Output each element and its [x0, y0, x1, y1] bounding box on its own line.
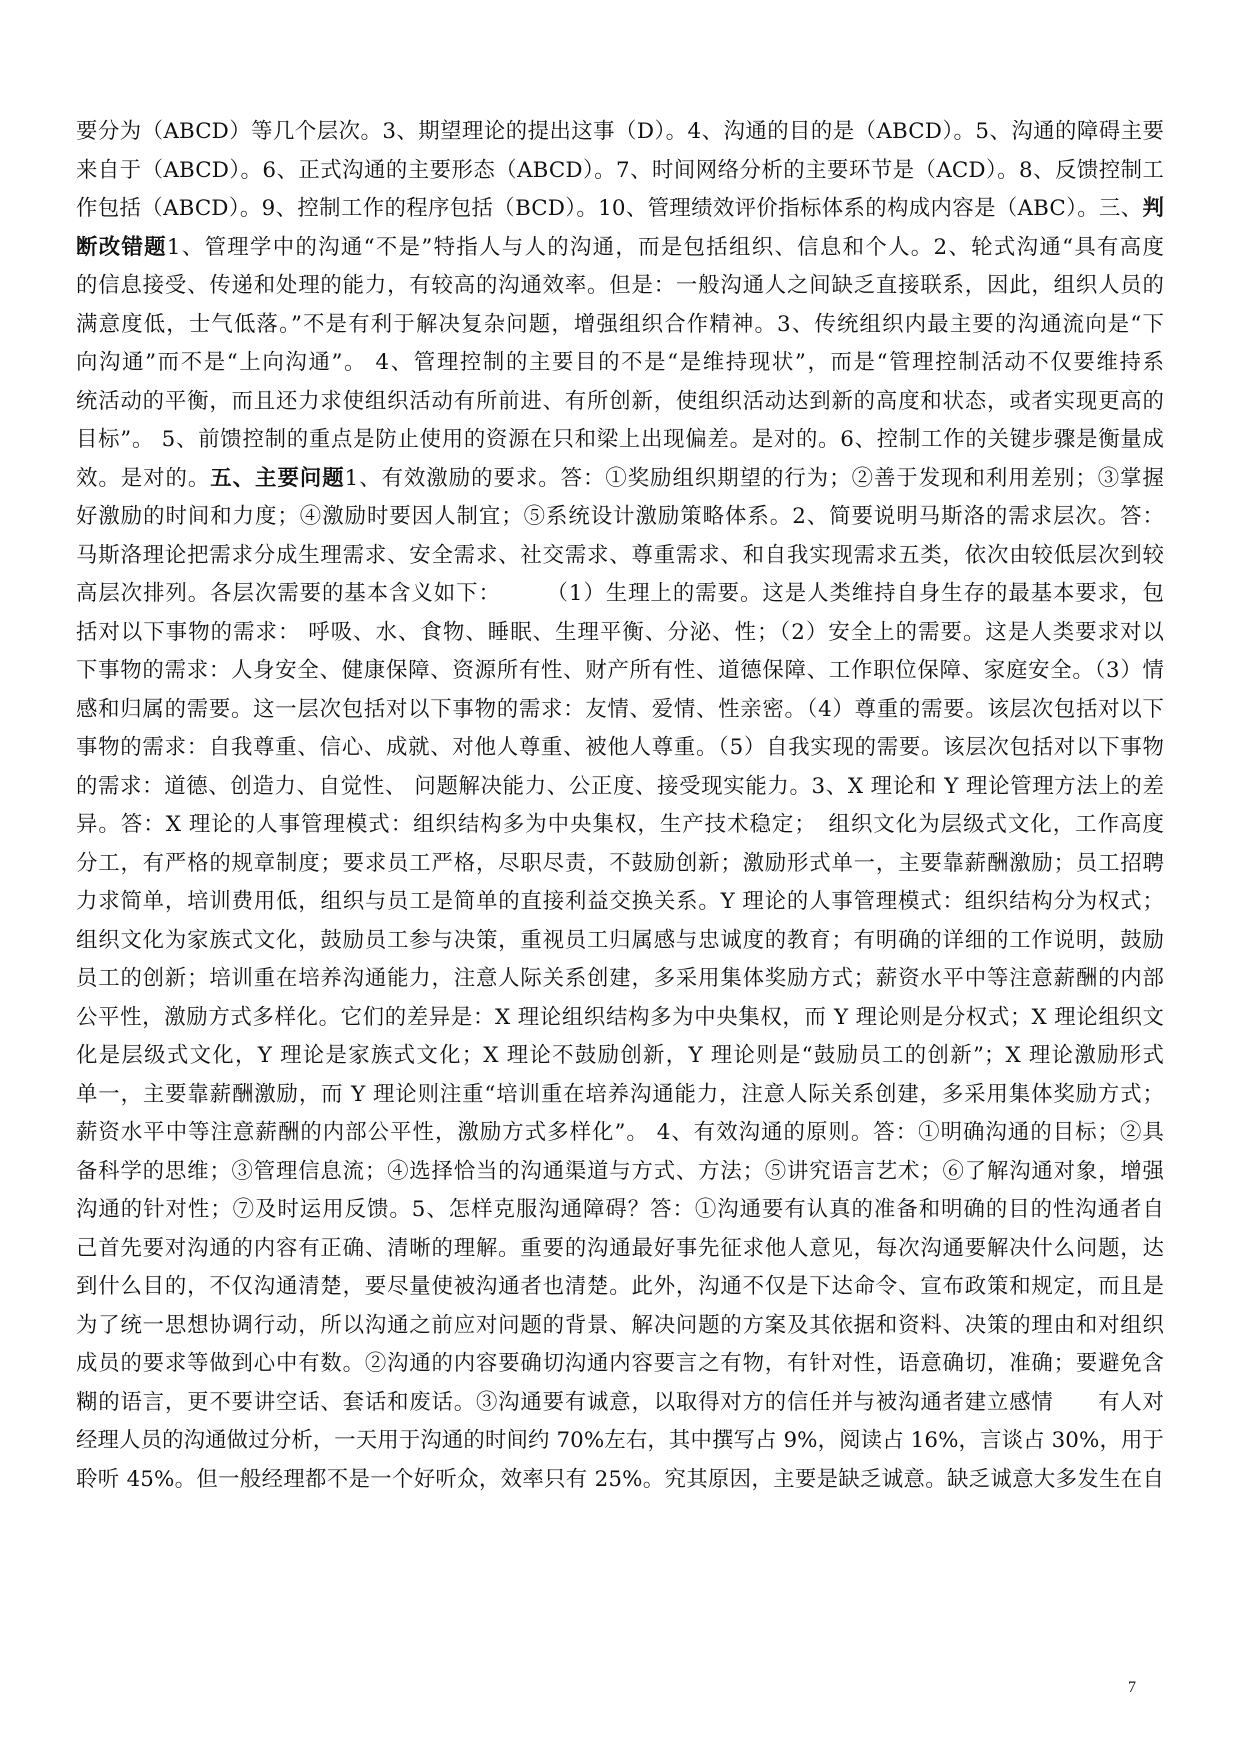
text-segment: 沟通的针对性；⑦及时运用反馈。5、怎样克服沟通障碍？答：①沟通要有认真的准备和明确的目的性沟通者自 — [76, 1197, 1164, 1222]
text-line — [76, 806, 1164, 845]
text-segment: 1、有效激励的要求。答：①奖励组织期望的行为；②善于发现和利用差别；③掌握 — [344, 465, 1164, 491]
section-heading: 断改错题 — [76, 234, 167, 260]
text-segment: 要分为（ABCD）等几个层次。3、期望理论的提出这事（D）。4、沟通的目的是（ABCD）。5、沟通的障碍主要 — [76, 119, 1164, 144]
text-line — [76, 344, 1164, 383]
text-segment: 1、管理学中的沟通“不是”特指人与人的沟通，而是包括组织、信息和个人。2、轮式沟通“具有高度 — [166, 234, 1164, 260]
text-line — [76, 1230, 1164, 1269]
text-segment: 事物的需求：自我尊重、信心、成就、对他人尊重、被他人尊重。（5）自我实现的需要。该层次包括对以下事物 — [76, 735, 1164, 760]
text-segment: 为了统一思想协调行动，所以沟通之前应对问题的背景、解决问题的方案及其依据和资料、决策的理由和对组织 — [76, 1312, 1164, 1338]
body-text — [76, 113, 1164, 1499]
text-line — [76, 614, 1164, 653]
text-segment: 异。答：X 理论的人事管理模式：组织结构多为中央集权，生产技术稳定； 组织文化为层级式文化，工作高度 — [76, 812, 1164, 837]
text-segment: 括对以下事物的需求： 呼吸、水、食物、睡眠、生理平衡、分泌、性；（2）安全上的需要。这是人类要求对以 — [76, 619, 1164, 645]
text-line — [76, 922, 1164, 961]
page-number: 7 — [1128, 1679, 1136, 1696]
text-segment: 向沟通”而不是“上向沟通”。 4、管理控制的主要目的不是“是维持现状”，而是“管理控制活动不仅要维持系 — [76, 350, 1164, 375]
text-line — [76, 1345, 1164, 1384]
text-segment: 作包括（ABCD）。9、控制工作的程序包括（BCD）。10、管理绩效评价指标体系的构成内容是（ABC）。三、 — [76, 196, 1143, 221]
text-line — [76, 768, 1164, 807]
text-segment: 满意度低，士气低落。”不是有利于解决复杂问题，增强组织合作精神。3、传统组织内最主要的沟通流向是“下 — [76, 311, 1164, 337]
text-segment: 下事物的需求：人身安全、健康保障、资源所有性、财产所有性、道德保障、工作职位保障、家庭安全。（3）情 — [76, 658, 1164, 683]
text-line — [76, 421, 1164, 460]
text-segment: 己首先要对沟通的内容有正确、清晰的理解。重要的沟通最好事先征求他人意见，每次沟通要解决什么问题，达 — [76, 1235, 1164, 1261]
text-segment: 好激励的时间和力度；④激励时要因人制宜；⑤系统设计激励策略体系。2、简要说明马斯洛的需求层次。答： — [76, 504, 1164, 529]
section-heading: 判 — [1142, 196, 1164, 221]
text-line — [76, 1307, 1164, 1346]
text-line — [76, 1153, 1164, 1192]
text-segment: 聆听 45%。但一般经理都不是一个好听众，效率只有 25%。究其原因，主要是缺乏诚意。缺乏诚意大多发生在自 — [76, 1466, 1164, 1492]
text-segment: 公平性，激励方式多样化。它们的差异是：X 理论组织结构多为中央集权，而 Y 理论则是分权式；X 理论组织文 — [76, 1004, 1164, 1030]
text-segment: 糊的语言，更不要讲空话、套话和废话。③沟通要有诚意，以取得对方的信任并与被沟通者建立感情 有人对 — [76, 1389, 1164, 1415]
text-line — [76, 729, 1164, 768]
text-segment: 单一，主要靠薪酬激励，而 Y 理论则注重“培训重在培养沟通能力，注意人际关系创建，多采用集体奖励方式； — [76, 1081, 1164, 1107]
text-line — [76, 845, 1164, 884]
text-segment: 力求简单，培训费用低，组织与员工是简单的直接利益交换关系。Y 理论的人事管理模式：组织结构分为权式； — [76, 889, 1164, 914]
text-line — [76, 498, 1164, 537]
text-segment: 感和归属的需要。这一层次包括对以下事物的需求：友情、爱情、性亲密。（4）尊重的需要。该层次包括对以下 — [76, 696, 1164, 722]
text-line — [76, 537, 1164, 576]
text-line — [76, 1076, 1164, 1115]
text-line — [76, 229, 1164, 268]
text-line — [76, 1268, 1164, 1307]
text-segment: 分工，有严格的规章制度；要求员工严格，尽职尽责，不鼓励创新；激励形式单一，主要靠薪酬激励；员工招聘 — [76, 850, 1164, 876]
text-line — [76, 306, 1164, 345]
text-line — [76, 190, 1164, 229]
text-line — [76, 883, 1164, 922]
text-line — [76, 652, 1164, 691]
text-line — [76, 460, 1164, 499]
text-line — [76, 575, 1164, 614]
text-line — [76, 999, 1164, 1038]
text-line — [76, 152, 1164, 191]
text-segment: 组织文化为家族式文化，鼓励员工参与决策，重视员工归属感与忠诚度的教育；有明确的详细的工作说明，鼓励 — [76, 927, 1164, 953]
text-line — [76, 1114, 1164, 1153]
text-segment: 化是层级式文化，Y 理论是家族式文化；X 理论不鼓励创新，Y 理论则是“鼓励员工的创新”；X 理论激励形式 — [76, 1043, 1164, 1068]
text-line — [76, 267, 1164, 306]
text-line — [76, 1461, 1164, 1500]
text-segment: 统活动的平衡，而且还力求使组织活动有所前进、有所创新，使组织活动达到新的高度和状态，或者实现更高的 — [76, 388, 1164, 414]
text-segment: 薪资水平中等注意薪酬的内部公平性，激励方式多样化”。 4、有效沟通的原则。答：①明确沟通的目标；②具 — [76, 1120, 1164, 1145]
text-line — [76, 1422, 1164, 1461]
text-segment: 效。是对的。 — [76, 465, 211, 491]
text-line — [76, 383, 1164, 422]
text-line — [76, 113, 1164, 152]
text-segment: 备科学的思维；③管理信息流；④选择恰当的沟通渠道与方式、方法；⑤讲究语言艺术；⑥了解沟通对象，增强 — [76, 1158, 1164, 1184]
text-segment: 目标”。 5、前馈控制的重点是防止使用的资源在只和梁上出现偏差。是对的。6、控制工作的关键步骤是衡量成 — [76, 427, 1164, 452]
text-segment: 员工的创新；培训重在培养沟通能力，注意人际关系创建，多采用集体奖励方式；薪资水平中等注意薪酬的内部 — [76, 966, 1164, 991]
text-segment: 马斯洛理论把需求分成生理需求、安全需求、社交需求、尊重需求、和自我实现需求五类，依次由较低层次到较 — [76, 542, 1164, 568]
text-segment: 的信息接受、传递和处理的能力，有较高的沟通效率。但是：一般沟通人之间缺乏直接联系，因此，组织人员的 — [76, 273, 1164, 298]
text-segment: 高层次排列。各层次需要的基本含义如下： （1）生理上的需要。这是人类维持自身生存的最基本要求，包 — [76, 581, 1164, 606]
text-segment: 到什么目的，不仅沟通清楚，要尽量使被沟通者也清楚。此外，沟通不仅是下达命令、宣布政策和规定，而且是 — [76, 1274, 1164, 1299]
text-segment: 来自于（ABCD）。6、正式沟通的主要形态（ABCD）。7、时间网络分析的主要环节是（ACD）。8、反馈控制工 — [76, 157, 1164, 183]
text-line — [76, 1037, 1164, 1076]
text-line — [76, 1384, 1164, 1423]
text-segment: 成员的要求等做到心中有数。②沟通的内容要确切沟通内容要言之有物，有针对性，语意确切，准确；要避免含 — [76, 1351, 1164, 1376]
text-line — [76, 960, 1164, 999]
text-segment: 经理人员的沟通做过分析，一天用于沟通的时间约 70%左右，其中撰写占 9%，阅读占 16%，言谈占 30%，用于 — [76, 1428, 1164, 1453]
section-heading: 五、主要问题 — [210, 465, 345, 491]
text-line — [76, 1191, 1164, 1230]
text-line — [76, 691, 1164, 730]
text-segment: 的需求：道德、创造力、自觉性、 问题解决能力、公正度、接受现实能力。3、X 理论和 Y 理论管理方法上的差 — [76, 773, 1164, 799]
